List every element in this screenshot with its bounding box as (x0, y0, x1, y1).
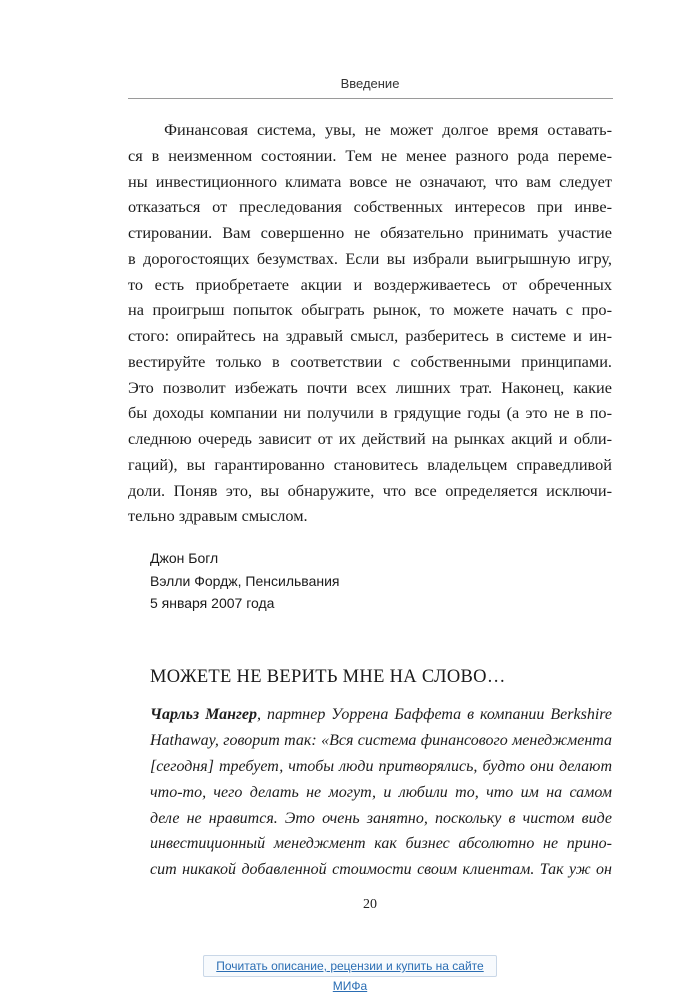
signature-name: Джон Богл (150, 550, 219, 566)
quote-line: [сегодня] требует, чтобы люди притворялись, будто они делают (150, 757, 612, 775)
quote-line: деле не нравится. Это очень занятно, поскольку в чистом виде (150, 809, 612, 827)
body-line: гаций), вы гарантированно становитесь владельцем справедливой (128, 454, 612, 474)
quote-paragraph (150, 702, 612, 883)
body-line: в дорогостоящих безумствах. Если вы избрали выигрышную игру, (128, 248, 612, 268)
quote-line (150, 702, 612, 728)
body-line: стировании. Вам совершенно не обязательно принимать участие (128, 223, 612, 242)
buy-on-mif-link[interactable]: Почитать описание, рецензии и купить на сайте МИФа (203, 955, 497, 977)
signature-place: Вэлли Фордж, Пенсильвания (150, 572, 340, 589)
body-line: Финансовая система, увы, не может долгое время оставать- (128, 120, 612, 139)
quote-author: Чарльз Мангер (150, 706, 257, 723)
body-line: доли. Поняв это, вы обнаружите, что все определяется исключи- (128, 480, 612, 500)
body-line: отказаться от преследования собственных интересов при инве- (128, 197, 612, 217)
body-line: ны инвестиционного климата вовсе не означают, что вам следует (128, 171, 612, 191)
quote-line: что-то, чего делать не могут, и любили то, что им на самом (150, 783, 612, 801)
body-line: следнюю очередь зависит от их действий на рынках акций и обли- (128, 429, 612, 448)
signature-date: 5 января 2007 года (150, 595, 275, 611)
section-heading: МОЖЕТЕ НЕ ВЕРИТЬ МНЕ НА СЛОВО… (150, 667, 506, 687)
body-line: ся в неизменном состоянии. Тем не менее разного рода переме- (128, 145, 612, 165)
page-number: 20 (363, 897, 377, 912)
signature-block (150, 547, 340, 615)
body-line: бы доходы компании ни получили в грядущие годы (а это не в по- (128, 403, 612, 423)
quote-line: сит никакой добавленной стоимости своим клиентам. Так уж он (150, 861, 612, 879)
body-line: на проигрыш попыток обыграть рынок, то можете начать с про- (128, 300, 612, 320)
quote-line: инвестиционный менеджмент как бизнес абсолютно не прино- (150, 835, 612, 853)
quote-line: Hathaway, говорит так: «Вся система финансового менеджмента (150, 731, 612, 749)
body-line: стого: опирайтесь на здравый смысл, разберитесь в системе и ин- (128, 326, 612, 345)
body-line: вестируйте только в соответствии с собственными принципами. (128, 351, 612, 371)
body-line: тельно здравым смыслом. (128, 506, 308, 526)
header-divider (128, 98, 613, 99)
running-head-title: Введение (340, 76, 400, 91)
body-line: то есть приобретаете акции и воздерживаетесь от обреченных (128, 274, 612, 294)
body-paragraph (128, 117, 612, 529)
body-line: Это позволит избежать почти всех лишних трат. Наконец, какие (128, 377, 612, 397)
quote-intro: , партнер Уоррена Баффета в компании Berkshire (256, 706, 612, 723)
